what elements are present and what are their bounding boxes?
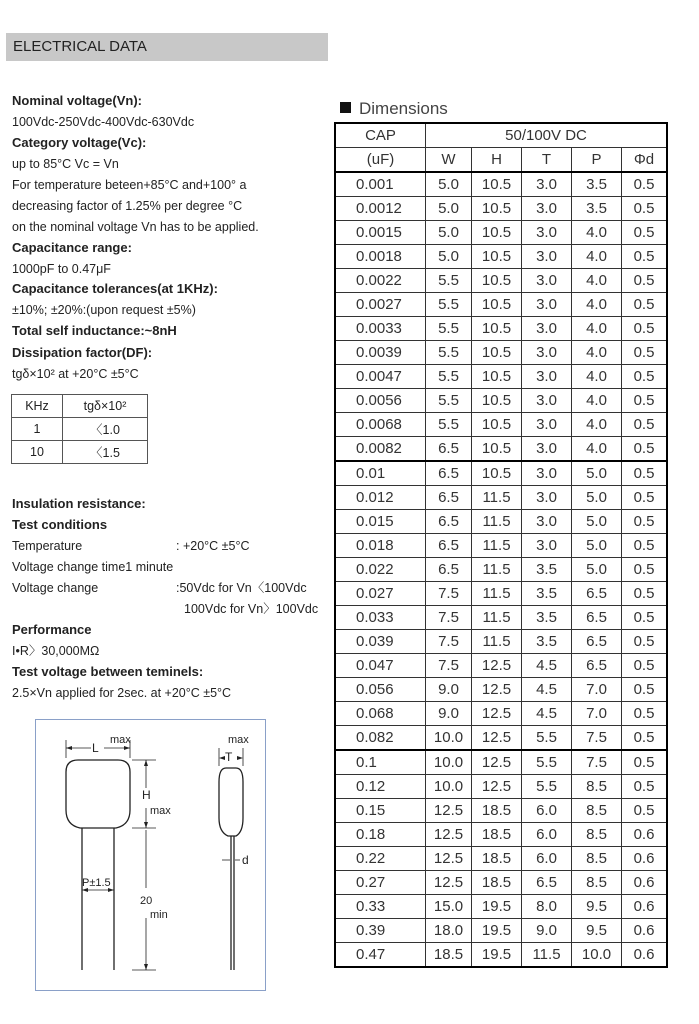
table-row	[335, 606, 667, 630]
dim-value: 10.5	[472, 413, 522, 437]
dim-value: 4.0	[572, 413, 622, 437]
dim-value: 3.5	[522, 582, 572, 606]
dim-value: 9.0	[522, 919, 572, 943]
table-row	[335, 630, 667, 654]
dim-value: 10.5	[472, 172, 522, 197]
table-row	[335, 799, 667, 823]
cap-range-label: Capacitance range:	[12, 240, 132, 255]
voltage-change-label: Voltage change	[12, 581, 99, 595]
table-row	[335, 413, 667, 437]
dim-value: 3.0	[522, 510, 572, 534]
dim-value: 11.5	[472, 510, 522, 534]
nominal-voltage-label: Nominal voltage(Vn):	[12, 93, 143, 108]
dim-value: 0.5	[622, 799, 668, 823]
dim-value: 18.5	[472, 799, 522, 823]
dim-value: 3.0	[522, 486, 572, 510]
dim-value: 7.5	[572, 750, 622, 775]
cap-value: 0.039	[335, 630, 426, 654]
table-row	[335, 461, 667, 486]
square-bullet-icon	[340, 102, 351, 113]
dim-value: 6.5	[426, 510, 472, 534]
table-row	[335, 245, 667, 269]
dim-value: 9.5	[572, 919, 622, 943]
dim-value: 3.0	[522, 413, 572, 437]
dim-value: 9.0	[426, 702, 472, 726]
table-row	[335, 582, 667, 606]
dim-value: 0.5	[622, 510, 668, 534]
cap-value: 0.0018	[335, 245, 426, 269]
dim-value: 5.5	[522, 775, 572, 799]
dim-value: 0.5	[622, 172, 668, 197]
table-row	[335, 293, 667, 317]
dim-value: 0.5	[622, 606, 668, 630]
dim-value: 12.5	[426, 871, 472, 895]
temperature-label: Temperature	[12, 539, 83, 553]
dim-value: 5.5	[522, 726, 572, 751]
dim-value: 7.5	[426, 654, 472, 678]
dim-value: 3.0	[522, 269, 572, 293]
dim-value: 10.0	[426, 726, 472, 751]
dim-value: 19.5	[472, 919, 522, 943]
cap-value: 0.015	[335, 510, 426, 534]
cap-value: 0.47	[335, 943, 426, 968]
dim-value: 6.5	[572, 582, 622, 606]
dim-value: 5.0	[572, 558, 622, 582]
table-row	[335, 317, 667, 341]
cap-header: CAP	[335, 123, 426, 148]
voltage-change-time: Voltage change time1 minute	[12, 560, 174, 574]
dim-value: 12.5	[472, 726, 522, 751]
dim-value: 8.5	[572, 799, 622, 823]
voltage-change-value-2: 100Vdc for Vn〉100Vdc	[184, 602, 319, 616]
dim-value: 5.0	[426, 245, 472, 269]
dim-value: 4.0	[572, 317, 622, 341]
dim-value: 5.0	[426, 172, 472, 197]
dim-value: 0.5	[622, 317, 668, 341]
dim-value: 6.5	[572, 654, 622, 678]
cap-value: 0.068	[335, 702, 426, 726]
dim-value: 10.5	[472, 317, 522, 341]
dim-value: 10.5	[472, 341, 522, 365]
df-table	[11, 394, 148, 464]
table-row	[335, 895, 667, 919]
cap-value: 0.22	[335, 847, 426, 871]
dim-value: 12.5	[472, 678, 522, 702]
dim-value: 0.5	[622, 654, 668, 678]
dim-value: 7.5	[572, 726, 622, 751]
dim-value: 3.0	[522, 461, 572, 486]
table-row	[335, 823, 667, 847]
dim-value: 0.6	[622, 919, 668, 943]
dim-value: 18.5	[426, 943, 472, 968]
dim-value: 12.5	[426, 847, 472, 871]
nominal-voltage-value: 100Vdc-250Vdc-400Vdc-630Vdc	[12, 115, 195, 129]
dim-value: 0.5	[622, 269, 668, 293]
table-row	[335, 437, 667, 462]
dim-value: 5.0	[572, 534, 622, 558]
table-row	[335, 221, 667, 245]
dim-value: 0.5	[622, 245, 668, 269]
dim-value: 7.5	[426, 606, 472, 630]
dim-value: 9.0	[426, 678, 472, 702]
table-row	[335, 943, 667, 968]
table-row	[335, 775, 667, 799]
df-cell: 〈1.5	[63, 441, 148, 464]
dim-value: 19.5	[472, 895, 522, 919]
dim-value: 10.5	[472, 437, 522, 462]
dim-value: 4.5	[522, 678, 572, 702]
temperature-value: : +20°C ±5°C	[176, 539, 250, 553]
dim-value: 3.0	[522, 317, 572, 341]
dim-value: 8.0	[522, 895, 572, 919]
df-cell: 〈1.0	[63, 418, 148, 441]
dim-value: 0.6	[622, 895, 668, 919]
dim-value: 5.0	[572, 510, 622, 534]
dim-value: 7.0	[572, 678, 622, 702]
dim-value: 0.5	[622, 461, 668, 486]
cap-range-value: 1000pF to 0.47μF	[12, 262, 111, 276]
dimensions-table	[334, 122, 668, 968]
dim-value: 15.0	[426, 895, 472, 919]
category-line-2: For temperature beteen+85°C and+100° a	[12, 178, 247, 192]
dim-value: 6.5	[426, 486, 472, 510]
section-header: ELECTRICAL DATA	[6, 33, 328, 61]
dim-value: 11.5	[522, 943, 572, 968]
cap-value: 0.033	[335, 606, 426, 630]
twenty-label: 20	[140, 895, 153, 907]
dim-value: 3.5	[522, 606, 572, 630]
dim-value: 6.0	[522, 847, 572, 871]
dim-value: 3.0	[522, 437, 572, 462]
dim-value: 3.0	[522, 534, 572, 558]
dim-value: 12.5	[472, 775, 522, 799]
cap-value: 0.056	[335, 678, 426, 702]
dim-value: 0.6	[622, 823, 668, 847]
dim-value: 3.0	[522, 293, 572, 317]
d-label: d	[242, 853, 249, 867]
table-row	[335, 341, 667, 365]
dim-value: 10.0	[426, 775, 472, 799]
dim-value: 3.5	[522, 630, 572, 654]
col-h: H	[472, 148, 522, 173]
dim-value: 9.5	[572, 895, 622, 919]
dim-value: 11.5	[472, 630, 522, 654]
dim-value: 7.5	[426, 582, 472, 606]
h-max-label: max	[150, 805, 171, 817]
dim-value: 3.0	[522, 389, 572, 413]
dim-value: 8.5	[572, 847, 622, 871]
dim-value: 5.5	[426, 365, 472, 389]
capacitor-diagram	[35, 719, 266, 991]
dim-value: 0.5	[622, 750, 668, 775]
t-label: T	[225, 750, 233, 764]
cap-value: 0.0027	[335, 293, 426, 317]
table-row	[335, 678, 667, 702]
cap-value: 0.18	[335, 823, 426, 847]
df-cell: 10	[12, 441, 63, 464]
df-cell: 1	[12, 418, 63, 441]
dim-value: 7.5	[426, 630, 472, 654]
dim-value: 10.5	[472, 389, 522, 413]
performance-value: I•R〉30,000MΩ	[12, 644, 100, 658]
p-label: P±1.5	[82, 877, 111, 889]
cap-value: 0.082	[335, 726, 426, 751]
dim-value: 0.5	[622, 702, 668, 726]
dim-value: 12.5	[426, 823, 472, 847]
dim-value: 5.0	[572, 486, 622, 510]
dim-value: 0.5	[622, 197, 668, 221]
dim-value: 0.5	[622, 726, 668, 751]
dim-value: 5.0	[426, 197, 472, 221]
cap-value: 0.1	[335, 750, 426, 775]
table-row	[335, 871, 667, 895]
dim-value: 4.0	[572, 341, 622, 365]
dim-value: 10.5	[472, 293, 522, 317]
col-d: Φd	[622, 148, 668, 173]
dim-value: 0.5	[622, 437, 668, 462]
cap-value: 0.01	[335, 461, 426, 486]
category-line-1: up to 85°C Vc = Vn	[12, 157, 119, 171]
dim-value: 6.0	[522, 823, 572, 847]
dim-value: 0.5	[622, 582, 668, 606]
voltage-change-value-1: :50Vdc for Vn〈100Vdc	[176, 581, 307, 595]
test-voltage-label: Test voltage between teminels:	[12, 664, 204, 679]
test-conditions-label: Test conditions	[12, 517, 108, 532]
dim-value: 0.5	[622, 221, 668, 245]
table-row	[335, 558, 667, 582]
dim-value: 3.0	[522, 197, 572, 221]
dim-value: 5.0	[572, 461, 622, 486]
col-t: T	[522, 148, 572, 173]
l-label: L	[92, 741, 99, 755]
table-row	[335, 486, 667, 510]
dim-value: 6.0	[522, 799, 572, 823]
col-w: W	[426, 148, 472, 173]
cap-value: 0.0015	[335, 221, 426, 245]
df-header-khz: KHz	[12, 395, 63, 418]
table-row	[335, 726, 667, 751]
table-row	[335, 654, 667, 678]
dim-value: 0.5	[622, 775, 668, 799]
dim-value: 10.5	[472, 269, 522, 293]
cap-value: 0.33	[335, 895, 426, 919]
table-row	[335, 269, 667, 293]
category-voltage-label: Category voltage(Vc):	[12, 135, 147, 150]
dim-value: 0.6	[622, 847, 668, 871]
dim-value: 10.5	[472, 221, 522, 245]
dim-value: 0.5	[622, 486, 668, 510]
dim-value: 6.5	[426, 461, 472, 486]
dim-value: 4.0	[572, 221, 622, 245]
table-row	[335, 172, 667, 197]
dim-value: 3.0	[522, 245, 572, 269]
cap-value: 0.0039	[335, 341, 426, 365]
dim-value: 0.5	[622, 534, 668, 558]
table-row	[335, 847, 667, 871]
table-row	[335, 389, 667, 413]
col-p: P	[572, 148, 622, 173]
dim-value: 10.5	[472, 245, 522, 269]
category-line-4: on the nominal voltage Vn has to be applied.	[12, 220, 259, 234]
dim-value: 10.5	[472, 365, 522, 389]
table-row	[335, 365, 667, 389]
dim-value: 4.0	[572, 245, 622, 269]
dim-value: 6.5	[426, 558, 472, 582]
dim-value: 0.5	[622, 413, 668, 437]
l-max-label: max	[110, 734, 131, 746]
cap-value: 0.0082	[335, 437, 426, 462]
df-label: Dissipation factor(DF):	[12, 345, 153, 360]
dim-value: 4.0	[572, 365, 622, 389]
dim-value: 0.5	[622, 678, 668, 702]
dim-value: 3.5	[522, 558, 572, 582]
dim-value: 0.5	[622, 341, 668, 365]
dim-value: 3.0	[522, 341, 572, 365]
cap-value: 0.0047	[335, 365, 426, 389]
cap-value: 0.27	[335, 871, 426, 895]
table-row	[335, 919, 667, 943]
cap-value: 0.0068	[335, 413, 426, 437]
dim-value: 5.5	[426, 389, 472, 413]
dim-value: 10.0	[572, 943, 622, 968]
dimensions-title	[340, 99, 448, 119]
dim-value: 0.6	[622, 943, 668, 968]
min-label: min	[150, 909, 168, 921]
dim-value: 5.5	[426, 341, 472, 365]
dim-value: 11.5	[472, 534, 522, 558]
dim-value: 0.5	[622, 293, 668, 317]
dim-value: 4.0	[572, 389, 622, 413]
dim-value: 5.0	[426, 221, 472, 245]
df-value: tgδ×10² at +20°C ±5°C	[12, 367, 139, 381]
dim-value: 6.5	[572, 630, 622, 654]
cap-value: 0.047	[335, 654, 426, 678]
cap-value: 0.15	[335, 799, 426, 823]
dim-value: 12.5	[472, 654, 522, 678]
table-row	[335, 750, 667, 775]
dim-value: 12.5	[472, 702, 522, 726]
dim-value: 8.5	[572, 775, 622, 799]
voltage-group-header: 50/100V DC	[426, 123, 668, 148]
dim-value: 19.5	[472, 943, 522, 968]
dim-value: 8.5	[572, 823, 622, 847]
dim-value: 6.5	[426, 437, 472, 462]
dim-value: 0.5	[622, 558, 668, 582]
dim-value: 5.5	[426, 413, 472, 437]
dim-value: 10.5	[472, 197, 522, 221]
cap-value: 0.0022	[335, 269, 426, 293]
dim-value: 11.5	[472, 582, 522, 606]
dim-value: 6.5	[522, 871, 572, 895]
table-row	[335, 510, 667, 534]
dim-value: 4.0	[572, 269, 622, 293]
dim-value: 10.0	[426, 750, 472, 775]
dim-value: 18.5	[472, 847, 522, 871]
dim-value: 4.0	[572, 437, 622, 462]
tolerance-value: ±10%; ±20%:(upon request ±5%)	[12, 303, 196, 317]
dim-value: 0.6	[622, 871, 668, 895]
dim-value: 0.5	[622, 630, 668, 654]
table-row	[335, 534, 667, 558]
cap-value: 0.0033	[335, 317, 426, 341]
table-row	[335, 197, 667, 221]
table-row	[335, 702, 667, 726]
dim-value: 4.5	[522, 654, 572, 678]
dim-value: 10.5	[472, 461, 522, 486]
dim-value: 18.5	[472, 823, 522, 847]
dim-value: 4.0	[572, 293, 622, 317]
cap-value: 0.018	[335, 534, 426, 558]
dim-value: 12.5	[472, 750, 522, 775]
cap-value: 0.0012	[335, 197, 426, 221]
dim-value: 11.5	[472, 606, 522, 630]
insulation-label: Insulation resistance:	[12, 496, 146, 511]
dim-value: 3.0	[522, 365, 572, 389]
t-max-label: max	[228, 734, 249, 746]
dim-value: 11.5	[472, 486, 522, 510]
cap-value: 0.012	[335, 486, 426, 510]
dim-value: 5.5	[426, 293, 472, 317]
dim-value: 5.5	[426, 269, 472, 293]
dimensions-title-text: Dimensions	[359, 99, 448, 118]
cap-value: 0.12	[335, 775, 426, 799]
dim-value: 3.5	[572, 197, 622, 221]
tolerance-label: Capacitance tolerances(at 1KHz):	[12, 281, 218, 296]
dim-value: 8.5	[572, 871, 622, 895]
cap-value: 0.022	[335, 558, 426, 582]
dim-value: 12.5	[426, 799, 472, 823]
dim-value: 11.5	[472, 558, 522, 582]
performance-label: Performance	[12, 622, 92, 637]
dim-value: 3.0	[522, 172, 572, 197]
dim-value: 3.0	[522, 221, 572, 245]
dim-value: 18.5	[472, 871, 522, 895]
cap-unit: (uF)	[335, 148, 426, 173]
test-voltage-value: 2.5×Vn applied for 2sec. at +20°C ±5°C	[12, 686, 232, 700]
dim-value: 0.5	[622, 365, 668, 389]
dim-value: 6.5	[426, 534, 472, 558]
h-label: H	[142, 788, 151, 802]
category-line-3: decreasing factor of 1.25% per degree °C	[12, 199, 243, 213]
dim-value: 5.5	[522, 750, 572, 775]
inductance: Total self inductance:~8nH	[12, 323, 177, 338]
cap-value: 0.0056	[335, 389, 426, 413]
dimensions-body	[335, 172, 667, 967]
dim-value: 0.5	[622, 389, 668, 413]
cap-value: 0.027	[335, 582, 426, 606]
dim-value: 5.5	[426, 317, 472, 341]
dim-value: 4.5	[522, 702, 572, 726]
cap-value: 0.001	[335, 172, 426, 197]
dim-value: 7.0	[572, 702, 622, 726]
dim-value: 6.5	[572, 606, 622, 630]
dim-value: 18.0	[426, 919, 472, 943]
df-header-tg: tgδ×10²	[63, 395, 148, 418]
cap-value: 0.39	[335, 919, 426, 943]
dim-value: 3.5	[572, 172, 622, 197]
